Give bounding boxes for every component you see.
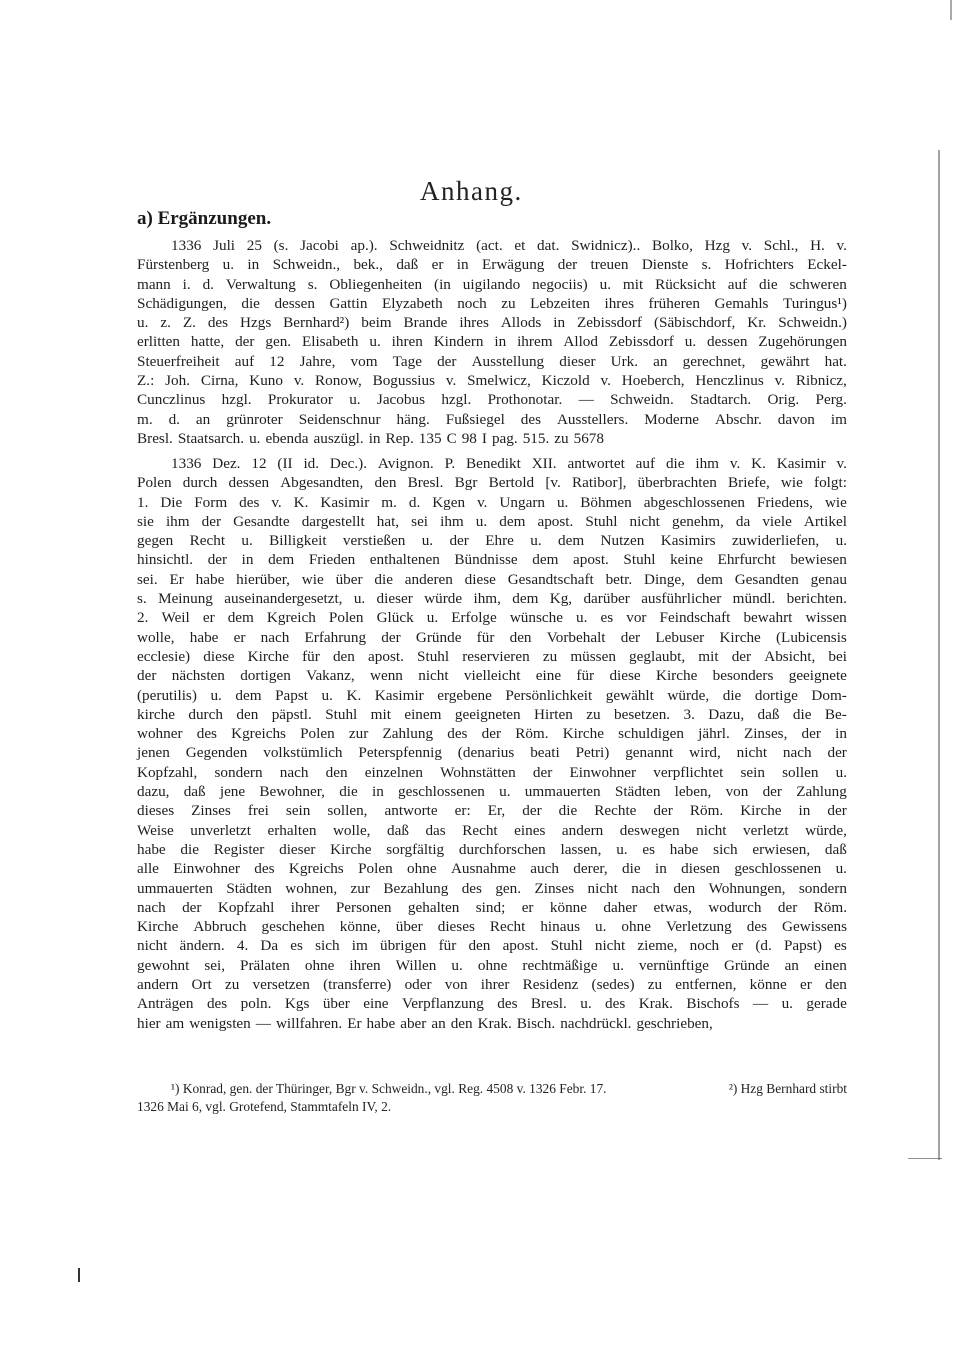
text-line: 1336 Juli 25 (s. Jacobi ap.). Schweidnitz (act. et dat. Swidnicz).. Bolko, Hzg v. Schl., H. v.	[171, 237, 847, 254]
text-line: nach der Kopfzahl ihrer Personen gehalten sind; er könne daher etwas, wodurch der Röm.	[137, 898, 847, 916]
text-line: Fürstenberg u. in Schweidn., bek., daß er in Erwägung der treuen Dienste s. Hofrichters Eckel-	[137, 256, 847, 274]
text-line: Schädigungen, die dessen Gattin Elyzabeth noch zu Lebzeiten ihres früheren Gemahls Turingus¹)	[137, 294, 847, 312]
text-line: gegen Recht u. Billigkeit verstießen u. der Ehre u. dem Nutzen Kasimirs zuwiderliefen, u.	[137, 532, 847, 550]
text-line: ecclesie) diese Kirche für den apost. Stuhl reservieren zu müssen geglaubt, mit der Absicht, bei	[137, 647, 847, 665]
text-line: gewohnt sei, Prälaten ohne ihren Willen u. ohne rechtmäßige u. vernünftige Gründe an einen	[137, 956, 847, 974]
text-line: wolle, habe er nach Erfahrung der Gründe für den Vorbehalt der Lebuser Kirche (Lubicensis	[137, 628, 847, 646]
text-line: dazu, daß jene Bewohner, die in geschlossenen u. ummauerten Städten leben, von der Zahlung	[137, 783, 847, 801]
text-line: hier am wenigsten — willfahren. Er habe aber an den Krak. Bisch. nachdrückl. geschrieben,	[137, 1014, 713, 1032]
text-line: alle Einwohner des Kgreichs Polen ohne Ausnahme auch derer, die in diesen geschlossenen u.	[137, 860, 847, 878]
text-line: jenen Gegenden volkstümlich Peterspfennig (denarius beati Petri) genannt wird, nicht nach der	[137, 744, 847, 762]
text-line: andern Ort zu versetzen (transferre) oder von ihrer Residenz (sedes) zu entfernen, könne er den	[137, 976, 847, 994]
text-line: habe die Register dieser Kirche sorgfältig durchforschen lassen, u. es habe sich erwiesen, daß	[137, 840, 847, 858]
text-line: Kopfzahl, sondern nach den einzelnen Wohnstätten der Einwohner verpflichtet sein sollen u.	[137, 763, 847, 781]
text-line: Weise unverletzt erhalten wolle, daß das Recht eines andern deswegen nicht verletzt würde,	[137, 821, 847, 839]
text-line: kirche durch den päpstl. Stuhl mit einem geeigneten Hirten zu besetzen. 3. Dazu, daß die Be-	[137, 705, 847, 723]
text-line: Anträgen des poln. Kgs über eine Verpflanzung des Bresl. u. des Krak. Bischofs — u. gerade	[137, 995, 847, 1013]
text-line: Cunczlinus hzgl. Prokurator u. Jacobus hzgl. Prothonotar. — Schweidn. Stadtarch. Orig. Perg.	[137, 391, 847, 409]
scan-margin-tick	[908, 1158, 942, 1159]
footnote-2-start: ²) Hzg Bernhard stirbt	[728, 1081, 847, 1096]
text-line: u. z. Z. des Hzgs Bernhard²) beim Brande ihres Allods in Zebissdorf (Säbischdorf, Kr. Schweidn.)	[137, 314, 847, 332]
text-line: Kirche Abbruch geschehen könne, über dieses Recht hinaus u. ohne Verletzung des Gewissens	[137, 918, 847, 936]
text-line: 1. Die Form des v. K. Kasimir m. d. Kgen v. Ungarn u. Böhmen abgeschlossenen Friedens, wie	[137, 493, 847, 511]
text-line: (perutilis) u. dem Papst u. K. Kasimir ergebene Persönlichkeit gewählt würde, die dortige Dom-	[137, 686, 847, 704]
page-title: Anhang.	[420, 176, 523, 206]
regest-entry-1336-dez-12	[137, 454, 847, 1033]
regest-entry-1336-juli-25	[137, 236, 847, 448]
text-line: Polen durch dessen Abgesandten, den Bresl. Bgr Bertold [v. Ratibor], überbrachten Briefe, wie folgt:	[137, 474, 847, 492]
footnote-1: ¹) Konrad, gen. der Thüringer, Bgr v. Schweidn., vgl. Reg. 4508 v. 1326 Febr. 17.	[171, 1081, 607, 1096]
text-line: erlitten hatte, der gen. Elisabeth u. ihren Kindern in ihrem Allod Zebissdorf u. dessen Zugehörungen	[137, 333, 847, 351]
text-line: dieses Zinses frei sein sollen, antworte er: Er, der die Rechte der Röm. Kirche in der	[137, 802, 847, 820]
text-line: wohner des Kgreichs Polen zur Zahlung des der Röm. Kirche schuldigen jährl. Zinses, der in	[137, 725, 847, 743]
section-heading: a) Ergänzungen.	[137, 208, 272, 229]
footnotes	[137, 1080, 847, 1116]
text-line: hinsichtl. der in dem Frieden enthaltenen Bündnisse dem apost. Stuhl keine Ehrfurcht bewiesen	[137, 551, 847, 569]
text-line: 2. Weil er dem Kgreich Polen Glück u. Erfolge wünsche u. es vor Feindschaft bewahrt wissen	[137, 609, 847, 627]
text-line: mann i. d. Verwaltung s. Obliegenheiten (in uigilando negociis) u. mit Rücksicht auf die schweren	[137, 275, 847, 293]
text-line: sei. Er habe hierüber, wie über die anderen diese Gesandtschaft betr. Dinge, dem Gesandten genau	[137, 570, 847, 588]
text-line: ummauerten Städten wohnen, zur Bezahlung des gen. Zinses nicht nach den Wohnungen, sondern	[137, 879, 847, 897]
scan-bottom-mark	[78, 1268, 80, 1282]
text-line: sie ihm der Gesandte dargestellt hat, sei ihm u. dem apost. Stuhl nicht genehm, da viele Artikel	[137, 512, 847, 530]
scan-margin-line	[938, 150, 940, 1160]
text-line: der nächsten dortigen Vakanz, wenn nicht vielleicht eine für diese Kirche besonders geeignete	[137, 667, 847, 685]
footnote-2-end: 1326 Mai 6, vgl. Grotefend, Stammtafeln IV, 2.	[137, 1099, 392, 1114]
text-line: 1336 Dez. 12 (II id. Dec.). Avignon. P. Benedikt XII. antwortet auf die ihm v. K. Kasimir v.	[171, 455, 847, 472]
text-line: Steuerfreiheit auf 12 Jahre, vom Tage der Ausstellung dieser Urk. an gerechnet, gewährt hat.	[137, 352, 847, 370]
text-line: Z.: Joh. Cirna, Kuno v. Ronow, Bogussius v. Smelwicz, Kiczold v. Hoeberch, Henczlinus v. Ribnicz,	[137, 372, 847, 390]
text-line: Bresl. Staatsarch. u. ebenda auszügl. in Rep. 135 C 98 I pag. 515. zu 5678	[137, 429, 604, 447]
text-line: s. Meinung auseinandergesetzt, u. dieser würde ihm, dem Kg, darüber ausführlicher mündl. berichten.	[137, 590, 847, 608]
text-line: nicht ändern. 4. Da es sich im übrigen für den apost. Stuhl nicht zieme, noch er (d. Papst) es	[137, 937, 847, 955]
text-line: m. d. an grünroter Seidenschnur häng. Fußsiegel des Ausstellers. Moderne Abschr. davon im	[137, 410, 847, 428]
scan-edge-mark	[950, 0, 952, 20]
